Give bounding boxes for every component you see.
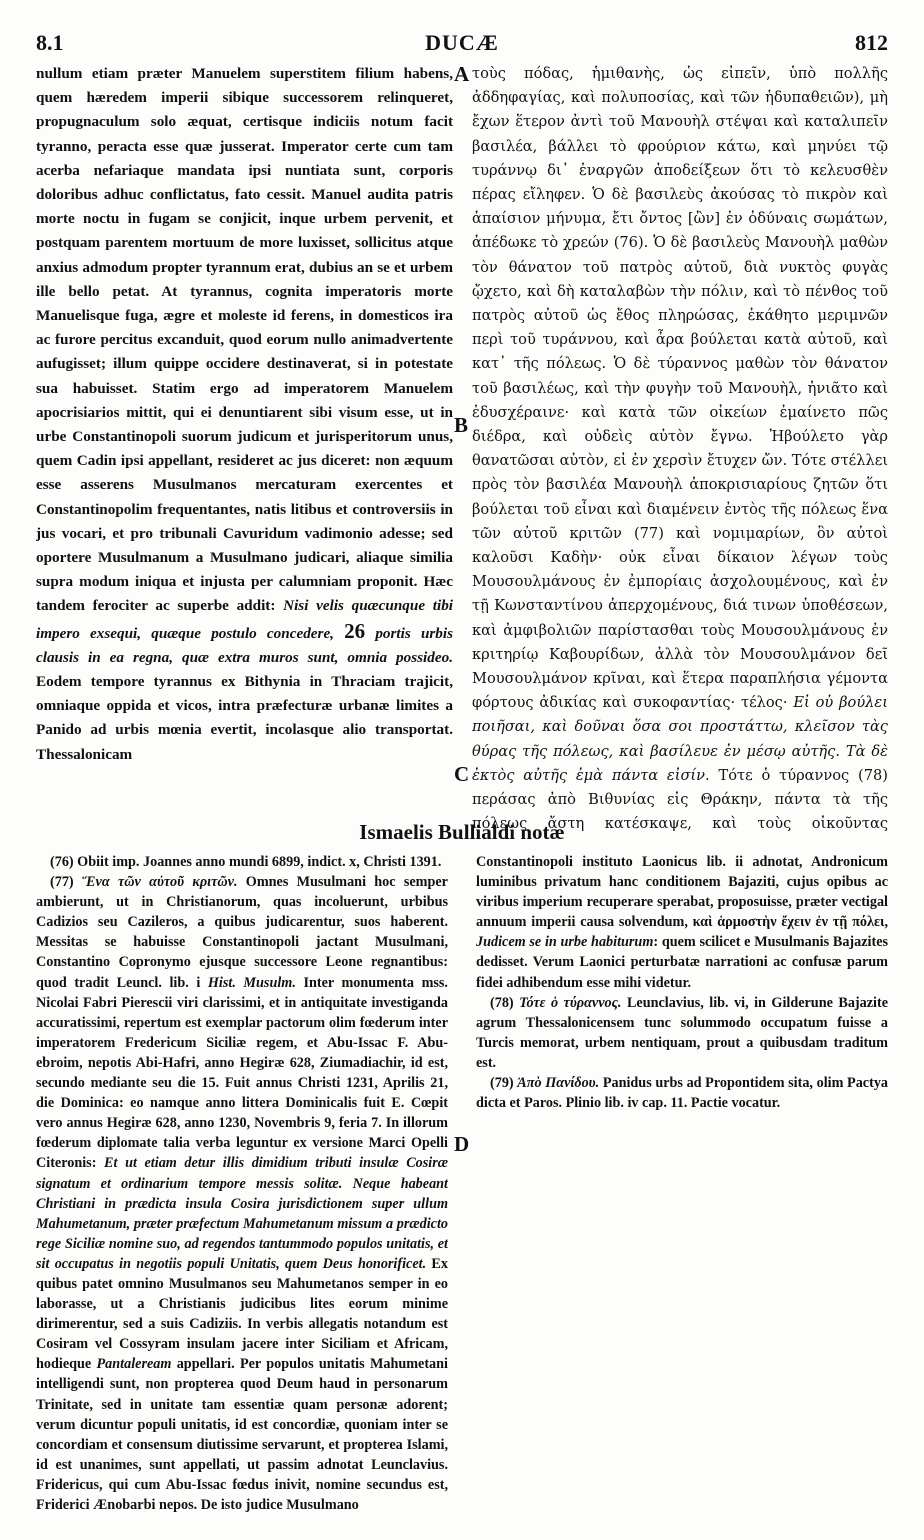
latin-paragraph: nullum etiam præter Manuelem superstitem filium habens, quem hæredem imperii sibique successorem relinqueret, propugnaculum solo æquat, certisque indiciis notum facit tyranno, peracta esse quæ jusserat. Imperator certe cum tam acerba nefariaque mandata ipsi nuntiata sunt, corporis doloribus adhuc conflictatus, fato cessit. Manuel audita patris morte noctu in fugam se conjicit, inque urbem pervenit, et postquam parentem mortuum de more luxisset, sollicitus atque anxius admodum propter tyrannum erat, dubius an se et urbem ille bello petat. At tyrannus, cognita imperatoris morte Manuelisque fuga, ægre et moleste id ferens, in domesticos ira ac furore percitus excanduit, quod eorum nullo animadvertente aufugisset; illum quippe occidere destinaverat, si in potestate sua habuisset. Statim ergo ad imperatorem Manuelem apocrisiarios mittit, qui ei denuntiarent sibi visum esse, ut in urbe Constantinopoli suorum judicum et jurisperitorum unus, quem Cadin ipsi appellant, resideret ac jus diceret: non æquum esse asserens Musulmanos mercaturam exercentes et Constantinopolim frequentantes, natis litibus et controversiis in jus vocari, et pro tribunali Cavuridum vadimonio adesse; sed oportere Musulmanum a Musulmano judicari, aliaque similia supra modum iniqua et injusta per calumniam proponit. Hæc tandem ferociter ac superbe addit: Nisi velis quæcunque tibi impero exsequi, quæque postulo concedere, 26 portis urbis clausis in ea regna, quæ extra muros sunt, omnia possideo. Eodem tempore tyrannus ex Bithynia in Thraciam trajicit, omniaque oppida et vicos, intra præfecturæ urbanæ limites a Panido ad urbis mœnia evertit, incolasque alio transportat. Thessalonicam [36, 65, 453, 763]
inline-page-number: 26 [344, 618, 366, 643]
greek-main-column [472, 62, 888, 837]
notes-heading: Ismaelis Bullialdi notæ [359, 820, 565, 844]
page-header [36, 30, 888, 60]
latin-quote-1: Nisi velis quæcunque tibi impero exsequi, quæque postulo concedere, [36, 597, 453, 642]
note-77-lemma: Ἕνα τῶν αὐτοῦ κριτῶν. [81, 874, 238, 891]
header-running-title: DUCÆ [425, 30, 499, 55]
note-77: (77) Ἕνα τῶν αὐτοῦ κριτῶν. Omnes Musulmani hoc semper ambierunt, ut in Christianorum, quas incoluerunt, urbibus Cadizios seu Cazileros, a quibus judicarentur, suos haberent. Messitas se habuisse Constantinopoli jactant Musulmani, Constantino Copronymo ejusque successore Leone regnantibus: quod tradit Leuncl. lib. i Hist. Musulm. Inter monumenta mss. Nicolai Fabri Pierescii viri clarissimi, et in antiquitate investiganda accuratissimi, repertum est exemplar pactorum olim fœderum inter imperatorem Fredericum Siciliæ regem, et Abu-Issac F. Abu-ebroim, nepotis Abi-Hafri, anno Hegiræ 628, Ziumadiachir, id est, secundo mediante seu die 15. Fuit annus Christi 1231, Aprilis 21, die Dominica: eo namque anno littera Dominicalis fuit E. Cœpit vero annus Hegiræ 628, anno 1230, Novembris 9, feria 7. In illorum fœderum diplomate talia verba leguntur ex versione Marci Opelli Citeronis: Et ut etiam detur illis dimidium tributi insulæ Cosiræ signatum et ordinarium tempore messis solitæ. Neque habeant Christiani in prædicta insula Cosira jurisdictionem super ullum Mahumetanum, præter præfectum Mahumetanum missum a prædicto rege Siciliæ nomine suo, ad regendos tantummodo populos unitatis, et sit occupatus in negotiis populi Unitatis, quem Deus honorificet. Ex quibus patet omnino Musulmanos seu Mahumetanos semper in eo laborasse, ut a Christianis judicibus lites eorum minime dirimerentur, sed a suis Cadiziis. In verbis allegatis notandum est Cosiram vel Cossyram insulam jacere inter Siciliam et Africam, hodieque Pantaleream appellari. Per populos unitatis Mahumetani intelligendi sunt, non propterea quod Deum haud in personarum Trinitate, sed in unitate tam essentiæ quam personæ adorent; verum dicuntur populi unitatis, id est concordiæ, quoniam inter se concordiam et consensum diutissime servarunt, et propterea Islami, id est unanimes, sunt appellati, ut passim adnotat Leunclavius. Fridericus, qui cum Abu-Issac fœdus inivit, nomine secundus est, Friderici Ænobarbi nepos. De isto judice Musulmano [36, 874, 448, 1513]
margin-marker-a: A [454, 62, 470, 86]
note-77-diploma-quote: Et ut etiam detur illis dimidium tributi insulæ Cosiræ signatum et ordinarium tempore messis solitæ. Neque habeant Christiani in prædicta insula Cosira jurisdictionem super ullum Mahumetanum, præter præfectum Mahumetanum missum a prædicto rege Siciliæ nomine suo, ad regendos tantummodo populos unitatis, et sit occupatus in negotiis populi Unitatis, quem Deus honorificet. [36, 1155, 448, 1272]
margin-marker-c: C [454, 762, 470, 786]
note-78: (78) Τότε ὁ τύραννος. Leunclavius, lib. vi, in Gilderune Bajazite agrum Thessalonicensem tunc solummodo occupatum fuisse a Turcis memorat, urbem nentiquam, prout a quibusdam traditum est. [476, 994, 888, 1071]
margin-marker-b: B [454, 413, 469, 437]
notes-right-column [476, 852, 888, 1532]
margin-marker-d: D [454, 1132, 470, 1156]
notes-left-column [36, 852, 448, 1532]
note-78-lemma: Τότε ὁ τύραννος. [519, 994, 622, 1011]
note-79-lemma: Ἀπὸ Πανίδου. [517, 1075, 600, 1092]
latin-main-column [36, 62, 453, 837]
note-76: (76) Obiit imp. Joannes anno mundi 6899, indict. x, Christi 1391. [50, 854, 442, 870]
latin-quote-2: portis urbis clausis in ea regna, quæ extra muros sunt, omnia possideo. [36, 624, 453, 666]
note-79: (79) Ἀπὸ Πανίδου. Panidus urbs ad Propontidem sita, olim Pactya dicta et Paros. Plinio lib. iv cap. 11. Pactie vocatur. [476, 1075, 888, 1112]
greek-paragraph: τοὺς πόδας, ἡμιθανὴς, ὡς εἰπεῖν, ὑπὸ πολλῆς ἀδδηφαγίας, καὶ πολυποσίας, καὶ τῶν ἡδυπαθειῶν), μὴ ἔχων ἕτερον ἀντὶ τοῦ Μανουὴλ στέψαι καὶ καταλιπεῖν βασιλέα, βάλλει τὸ φρούριον κάτω, καὶ μηνύει τῷ τυράννῳ δι᾽ ἐναργῶν ἀποδείξεων ὅτι τὸ κελευσθὲν πέρας εἴληφεν. Ὁ δὲ βασιλεὺς ἀκούσας τὸ πικρὸν καὶ ἀπαίσιον μήνυμα, ἔτι ὄντος [ὢν] ἐν ὀδύναις σωμάτων, ἀπέδωκε τὸ χρεών (76). Ὁ δὲ βασιλεὺς Μανουὴλ μαθὼν τὸν θάνατον τοῦ πατρὸς αὐτοῦ, διὰ νυκτὸς φυγὰς ᾤχετο, καὶ δὴ καταλαβὼν τὴν πόλιν, καὶ τὸ πένθος τοῦ πατρὸς αὐτοῦ ὡς ἔθος πληρώσας, ἐκάθητο μεριμνῶν περὶ τοῦ τυράννου, καὶ ἆρα βούλεται κατὰ αὐτοῦ, καὶ κατ᾽ τῆς πόλεως. Ὁ δὲ τύραννος μαθὼν τὸν θάνατον τοῦ βασιλέως, καὶ τὴν φυγὴν τοῦ Μανουὴλ, ἠνιᾶτο καὶ ἐδυσχέραινε· καὶ κατὰ τῶν οἰκείων ἐμαίνετο πῶς διέδρα, καὶ οὐδεὶς αὐτὸν ἔγνω. Ἠβούλετο γὰρ θανατῶσαι αὐτὸν, εἰ ἐν χερσὶν ἔτυχεν ὤν. Τότε στέλλει πρὸς τὸν βασιλέα Μανουὴλ ἀποκρισιαρίους ζητῶν ὅτι βούλεται τοῦ εἶναι καὶ διαμένειν ἐντὸς τῆς πόλεως ἕνα τῶν αὐτοῦ κριτῶν (77) καὶ νομιμαρίων, ὃν αὐτοὶ καλοῦσι Καδὴν· οὐκ εἶναι δίκαιον λέγων τοὺς Μουσουλμάνους ἐν ἐμπορίαις ἀσχολουμένους, καὶ ἐν τῇ Κωνσταντίνου ἀπερχομένους, διά τινων ὑποθέσεων, καὶ ἀμφιβολιῶν παρίστασθαι τοὺς Μουσουλμάνους ἐν κριτηρίῳ Καβουρίδων, ἀλλὰ τὸν Μουσουλμάνον δεῖ Μουσουλμάνον κρῖναι, καὶ ἕτερα παραπλήσια γέμοντα φόρτους ἀδικίας καὶ συκοφαντίας· τέλος· Εἰ οὐ βούλει ποιῆσαι, καὶ δοῦναι ὅσα σοι προστάττω, κλεῖσον τὰς θύρας τῆς πόλεως, καὶ βασίλευε ἐν μέσῳ αὐτῆς. Τὰ δὲ ἐκτὸς αὐτῆς ἐμὰ πάντα εἰσίν. Τότε ὁ τύραννος (78) περάσας ἀπὸ Βιθυνίας εἰς Θράκην, πάντα τὰ τῆς πόλεως ἄστη κατέσκαψε, καὶ τοὺς οἰκοῦντας [472, 65, 888, 833]
greek-quote: Εἰ οὐ βούλει ποιῆσαι, καὶ δοῦναι ὅσα σοι προστάττω, κλεῖσον τὰς θύρας τῆς πόλεως, καὶ βασίλευε ἐν μέσῳ αὐτῆς. Τὰ δὲ ἐκτὸς αὐτῆς ἐμὰ πάντα εἰσίν. [472, 694, 888, 784]
note-77-continued: Constantinopoli instituto Laonicus lib. ii adnotat, Andronicum luminibus privatum hanc conditionem Bajaziti, cujus opibus ac viribus imperium recuperare sperabat, proposuisse, præter vectigal annuum imperii causa solvendum, καὶ ἁρμοστὴν ἔχειν ἐν τῇ πόλει, Judicem se in urbe habiturum: quem scilicet e Musulmanis Bajazites dedisset. Verum Laonici perturbatæ narrationi ac confusæ parum fidei adhibendum esse mihi videtur. [476, 854, 888, 991]
header-page-number: 812 [855, 30, 888, 55]
header-section-number: 8.1 [36, 30, 64, 55]
